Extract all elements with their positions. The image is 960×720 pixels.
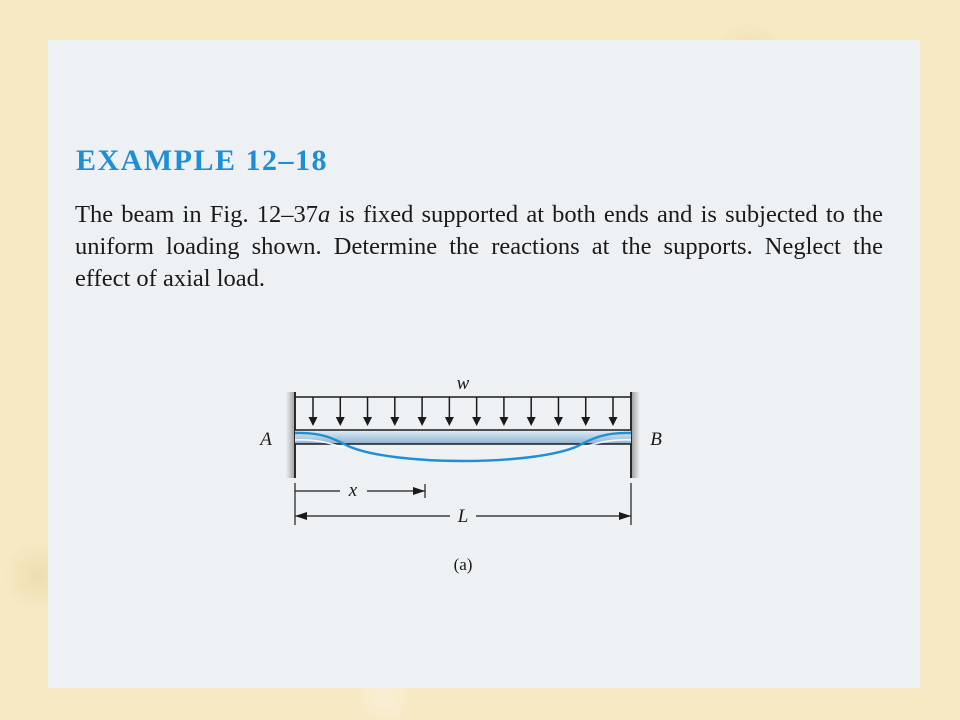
right-fixed-support [631, 392, 640, 478]
load-arrow [363, 397, 372, 426]
beam [295, 430, 631, 444]
load-arrow [418, 397, 427, 426]
load-arrow [390, 397, 399, 426]
load-arrow [445, 397, 454, 426]
load-arrow [609, 397, 618, 426]
load-arrows [309, 397, 618, 426]
load-arrow [527, 397, 536, 426]
beam-body [295, 430, 631, 444]
distributed-load [295, 397, 631, 426]
load-arrow [336, 397, 345, 426]
load-arrow [499, 397, 508, 426]
load-arrow [581, 397, 590, 426]
problem-text-end: is fixed supported at both ends and is subjected to the uniform loading shown. Determine the reactions at the supports. Neglect the effect of axial load. [75, 201, 883, 292]
support-b-label: B [650, 429, 662, 450]
example-title: EXAMPLE 12–18 [76, 144, 328, 177]
load-arrow [472, 397, 481, 426]
content-panel [48, 40, 920, 688]
dimension-x-label: x [348, 480, 358, 501]
load-arrow [309, 397, 318, 426]
load-arrow [554, 397, 563, 426]
dimension-length-label: L [457, 506, 469, 527]
load-label: w [456, 373, 470, 394]
figure-ref-suffix: a [318, 201, 331, 228]
figure-caption: (a) [453, 555, 473, 574]
left-fixed-support [286, 392, 295, 478]
beam-figure [48, 40, 920, 688]
support-a-label: A [260, 429, 272, 450]
problem-text-start: The beam in Fig. 12–37 [75, 201, 319, 228]
